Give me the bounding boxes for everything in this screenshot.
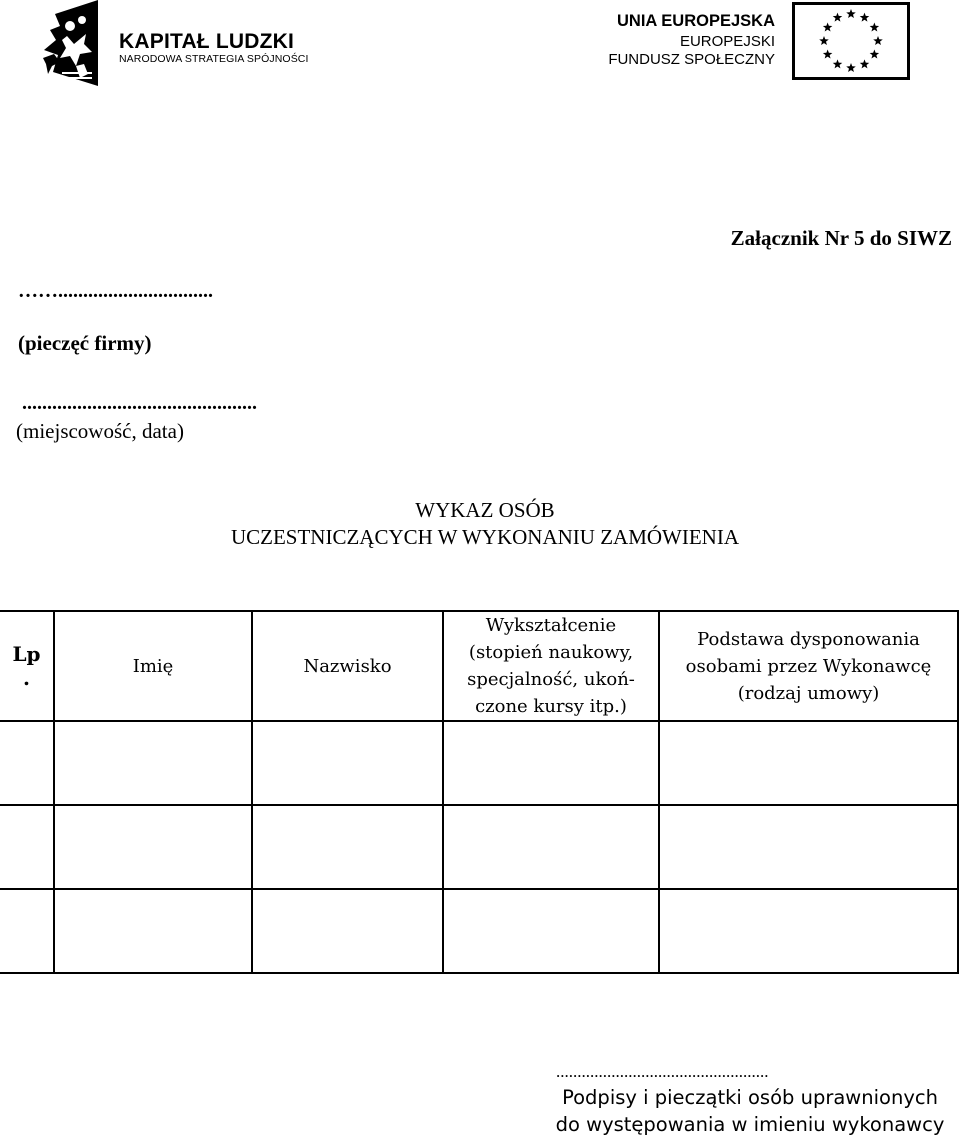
table-cell-basis[interactable] [659,721,958,805]
place-dots: ............................................... [22,392,257,414]
header-lp: Lp . [0,611,54,721]
table-cell-last-name[interactable] [252,721,443,805]
header-first-name: Imię [54,611,252,721]
header-basis: Podstawa dysponowania osobami przez Wykonawcę (rodzaj umowy) [659,611,958,721]
eu-logo-line2: EUROPEJSKI [679,33,775,50]
table-row [0,721,958,805]
table-row [0,889,958,973]
header-education: Wykształcenie (stopień naukowy, specjalność, ukoń- czone kursy itp.) [443,611,659,721]
kapital-ludzki-logo [40,0,340,86]
document-subtitle: UCZESTNICZĄCYCH W WYKONANIU ZAMÓWIENIA [230,525,740,549]
place-date-label: (miejscowość, data) [16,419,184,443]
kapital-ludzki-title: KAPITAŁ LUDZKI [119,30,295,53]
header-last-name: Nazwisko [252,611,443,721]
signature-label-line2: do występowania w imieniu wykonawcy [555,1113,945,1136]
table-cell-education[interactable] [443,889,659,973]
kapital-ludzki-mark-icon [40,0,98,86]
table-cell-last-name[interactable] [252,889,443,973]
table-cell-first-name[interactable] [54,805,252,889]
table-header-row [0,611,958,721]
stamp-label: (pieczęć firmy) [18,331,152,355]
eu-logo [610,0,915,86]
table-cell-first-name[interactable] [54,889,252,973]
table-cell-lp[interactable] [0,721,54,805]
stamp-dots: ……............................... [18,280,213,302]
table-cell-basis[interactable] [659,889,958,973]
table-cell-lp[interactable] [0,889,54,973]
table-cell-education[interactable] [443,805,659,889]
signature-label-line1: Podpisy i pieczątki osób uprawnionych [562,1086,938,1109]
table-row [0,805,958,889]
document-title: WYKAZ OSÓB [415,498,555,522]
eu-flag-icon [792,2,910,80]
signature-dots: .................................................. [556,1062,769,1081]
annex-label: Załącznik Nr 5 do SIWZ [730,226,952,250]
table-cell-education[interactable] [443,721,659,805]
table-cell-lp[interactable] [0,805,54,889]
eu-logo-line1: UNIA EUROPEJSKA [617,12,775,30]
table-cell-first-name[interactable] [54,721,252,805]
table-cell-basis[interactable] [659,805,958,889]
kapital-ludzki-subtitle: NARODOWA STRATEGIA SPÓJNOŚCI [119,53,309,65]
persons-table [0,610,959,974]
eu-logo-line3: FUNDUSZ SPOŁECZNY [608,51,775,68]
table-cell-last-name[interactable] [252,805,443,889]
